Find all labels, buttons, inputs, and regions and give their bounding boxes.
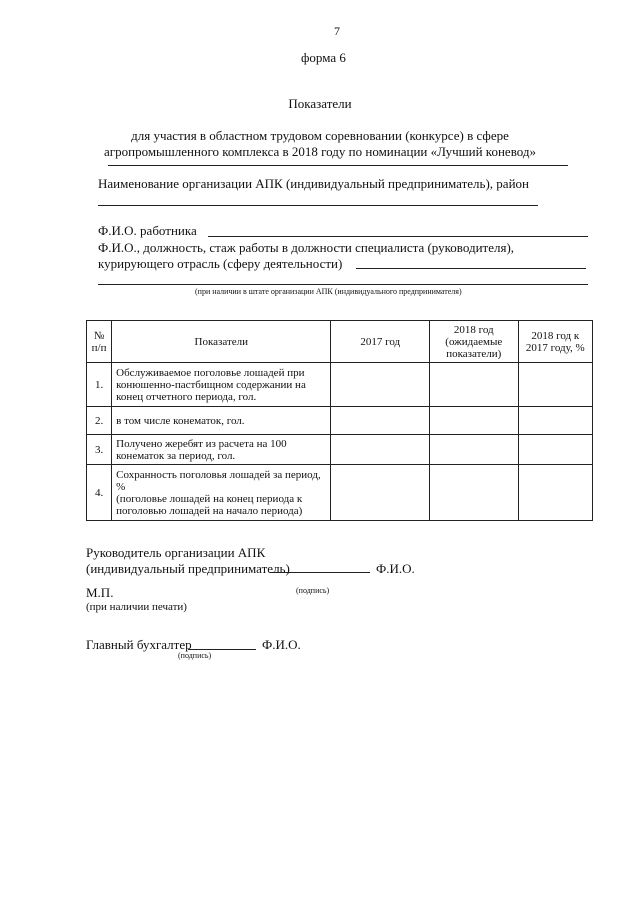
cell-2017[interactable] <box>331 465 430 521</box>
fio-specialist-label-line2: курирующего отрасль (сферу деятельности) <box>98 256 343 271</box>
org-district-blank[interactable] <box>98 205 538 206</box>
accountant-label: Главный бухгалтер <box>86 637 192 652</box>
row-indicator: Получено жеребят из расчета на 100 конематок за период, гол. <box>112 435 331 465</box>
cell-2017[interactable] <box>331 363 430 407</box>
indicators-table <box>86 320 593 521</box>
cell-percent[interactable] <box>518 407 592 435</box>
cell-percent[interactable] <box>518 363 592 407</box>
col-header-2017: 2017 год <box>331 321 430 363</box>
fio-worker-label: Ф.И.О. работника <box>98 223 197 238</box>
head-label-line1: Руководитель организации АПК <box>86 545 266 560</box>
head-label-line2: (индивидуальный предприниматель) <box>86 561 290 576</box>
row-number: 2. <box>87 407 112 435</box>
row-number: 1. <box>87 363 112 407</box>
org-name-blank[interactable] <box>108 165 568 166</box>
cell-2018[interactable] <box>430 465 519 521</box>
mp-note: (при наличии печати) <box>86 601 187 613</box>
row-number: 4. <box>87 465 112 521</box>
table-row <box>87 465 593 521</box>
document-subtitle-line1: для участия в областном трудовом соревновании (конкурсе) в сфере <box>131 128 509 143</box>
head-signature-blank[interactable] <box>270 572 370 573</box>
cell-percent[interactable] <box>518 465 592 521</box>
head-signature-hint: (подпись) <box>296 586 330 595</box>
table-row <box>87 435 593 465</box>
form-label: форма 6 <box>301 50 346 65</box>
cell-2017[interactable] <box>331 407 430 435</box>
accountant-fio-label: Ф.И.О. <box>262 637 301 652</box>
head-fio-label: Ф.И.О. <box>376 561 415 576</box>
cell-2018[interactable] <box>430 435 519 465</box>
table-row <box>87 407 593 435</box>
cell-2017[interactable] <box>331 435 430 465</box>
row-number: 3. <box>87 435 112 465</box>
document-title: Показатели <box>288 96 352 111</box>
row-indicator: в том числе конематок, гол. <box>112 407 331 435</box>
org-name-label: Наименование организации АПК (индивидуальный предприниматель), район <box>98 176 529 191</box>
mp-label: М.П. <box>86 585 114 600</box>
row-indicator: Обслуживаемое поголовье лошадей при конюшенно-пастбищном содержании на конец отчетного периода, гол. <box>112 363 331 407</box>
col-header-percent: 2018 год к 2017 году, % <box>518 321 592 363</box>
fio-specialist-label: Ф.И.О., должность, стаж работы в должности специалиста (руководителя), <box>98 240 515 255</box>
table-header-row <box>87 321 593 363</box>
row-indicator: Сохранность поголовья лошадей за период, % (поголовье лошадей на конец периода к поголовью лошадей на начало периода) <box>112 465 331 521</box>
document-subtitle-line2: агропромышленного комплекса в 2018 году по номинации «Лучший коневод» <box>104 144 536 159</box>
col-header-indicator: Показатели <box>112 321 331 363</box>
accountant-signature-hint: (подпись) <box>178 651 212 660</box>
cell-percent[interactable] <box>518 435 592 465</box>
cell-2018[interactable] <box>430 363 519 407</box>
table-row <box>87 363 593 407</box>
staff-note: (при наличии в штате организации АПК (индивидуального предпринимателя) <box>195 287 462 296</box>
cell-2018[interactable] <box>430 407 519 435</box>
col-header-2018: 2018 год (ожидаемые показатели) <box>430 321 519 363</box>
fio-specialist-blank-2[interactable] <box>98 284 588 285</box>
col-header-num: № п/п <box>87 321 112 363</box>
page-number: 7 <box>334 24 340 38</box>
accountant-signature-blank[interactable] <box>188 649 256 650</box>
fio-specialist-blank[interactable] <box>356 268 586 269</box>
fio-worker-blank[interactable] <box>208 236 588 237</box>
